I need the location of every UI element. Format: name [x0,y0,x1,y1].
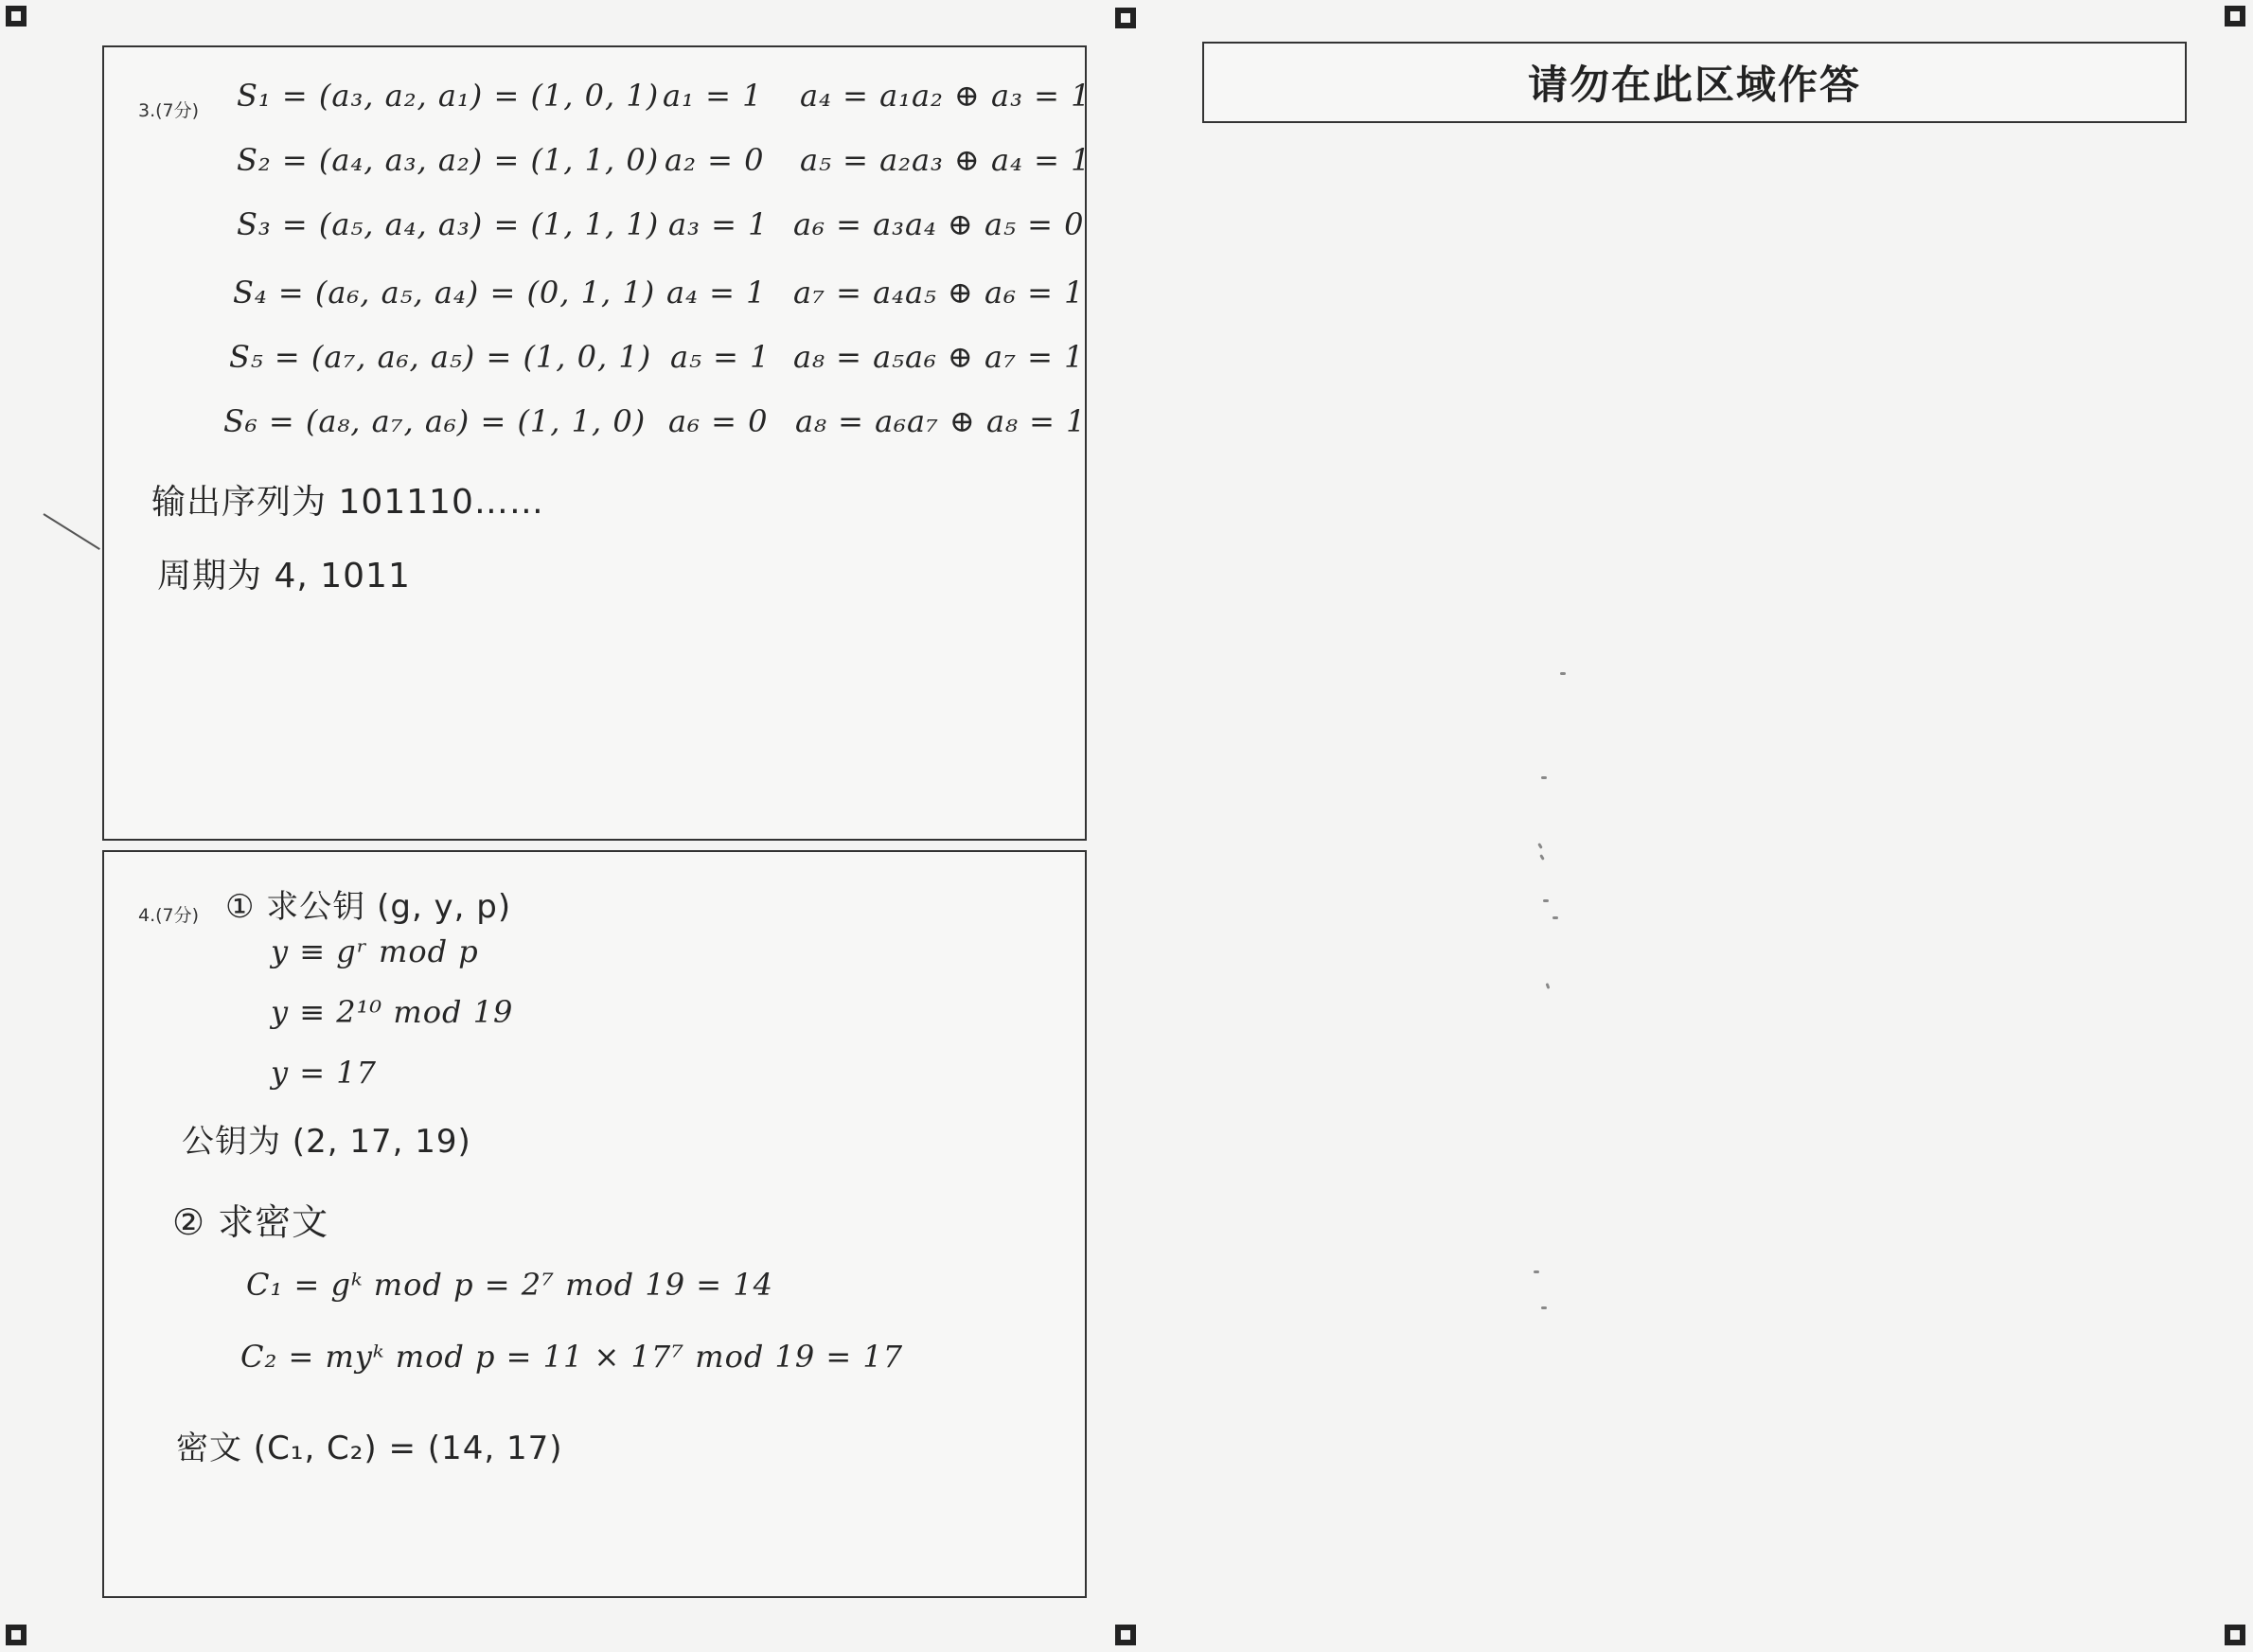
ciphertext-c2: C₂ = myᵏ mod p = 11 × 17⁷ mod 19 = 17 [240,1339,904,1375]
question-3-answer-box [102,45,1091,841]
state-s1: S₁ = (a₃, a₂, a₁) = (1, 0, 1) [237,78,660,114]
feedback-a7: a₇ = a₄a₅ ⊕ a₆ = 1 [793,275,1085,311]
state-s2: S₂ = (a₄, a₃, a₂) = (1, 1, 0) [237,142,660,178]
question-4-label: 4.(7分) [138,905,200,926]
registration-marker-bottom-center [1115,1625,1136,1645]
registration-marker-top-left [6,6,27,27]
question-3-label: 3.(7分) [138,100,200,121]
output-a4: a₄ = 1 [666,275,767,311]
feedback-a5: a₅ = a₂a₃ ⊕ a₄ = 1 [800,142,1091,178]
step2-title: ② 求密文 [172,1201,329,1243]
public-key-substituted: y ≡ 2¹⁰ mod 19 [271,994,514,1030]
registration-marker-bottom-right [2225,1625,2245,1645]
feedback-a8-second: a₈ = a₆a₇ ⊕ a₈ = 1 [795,403,1087,439]
state-s4: S₄ = (a₆, a₅, a₄) = (0, 1, 1) [233,275,656,311]
output-a5: a₅ = 1 [670,339,771,375]
scan-speck [1534,1270,1539,1273]
ciphertext-c1: C₁ = gᵏ mod p = 2⁷ mod 19 = 14 [246,1267,773,1303]
public-key-formula: y ≡ gʳ mod p [271,933,479,969]
question-4-answer-box [102,850,1087,1598]
state-s3: S₃ = (a₅, a₄, a₃) = (1, 1, 1) [237,206,660,242]
output-a2: a₂ = 0 [665,142,765,178]
scan-speck [1552,916,1558,919]
scan-speck [1541,776,1547,779]
scan-speck [1541,1306,1547,1309]
registration-marker-top-right [2225,6,2245,27]
output-a1: a₁ = 1 [663,78,763,114]
no-answer-zone-banner [1202,42,2187,123]
scan-speck [1539,854,1545,861]
output-a3: a₃ = 1 [668,206,769,242]
step1-title: ① 求公钥 (g, y, p) [225,888,512,926]
feedback-a8: a₈ = a₅a₆ ⊕ a₇ = 1 [793,339,1085,375]
no-answer-zone-text: 请勿在此区域作答 [1527,62,1861,108]
stray-pen-mark [43,513,99,550]
scan-speck [1560,672,1566,675]
output-a6: a₆ = 0 [668,403,769,439]
scan-speck [1537,843,1543,849]
registration-marker-bottom-left [6,1625,27,1645]
feedback-a6: a₆ = a₃a₄ ⊕ a₅ = 0 [793,206,1085,242]
scan-speck [1543,899,1549,902]
feedback-a4: a₄ = a₁a₂ ⊕ a₃ = 1 [800,78,1091,114]
period-line: 周期为 4, 1011 [157,557,411,595]
scan-speck [1546,983,1551,989]
state-s5: S₅ = (a₇, a₆, a₅) = (1, 0, 1) [229,339,652,375]
output-sequence-line: 输出序列为 101110…… [151,483,544,522]
ciphertext-line: 密文 (C₁, C₂) = (14, 17) [176,1430,563,1467]
public-key-line: 公钥为 (2, 17, 19) [182,1123,471,1161]
registration-marker-top-center [1115,8,1136,28]
state-s6: S₆ = (a₈, a₇, a₆) = (1, 1, 0) [223,403,647,439]
public-key-result: y = 17 [271,1055,377,1091]
